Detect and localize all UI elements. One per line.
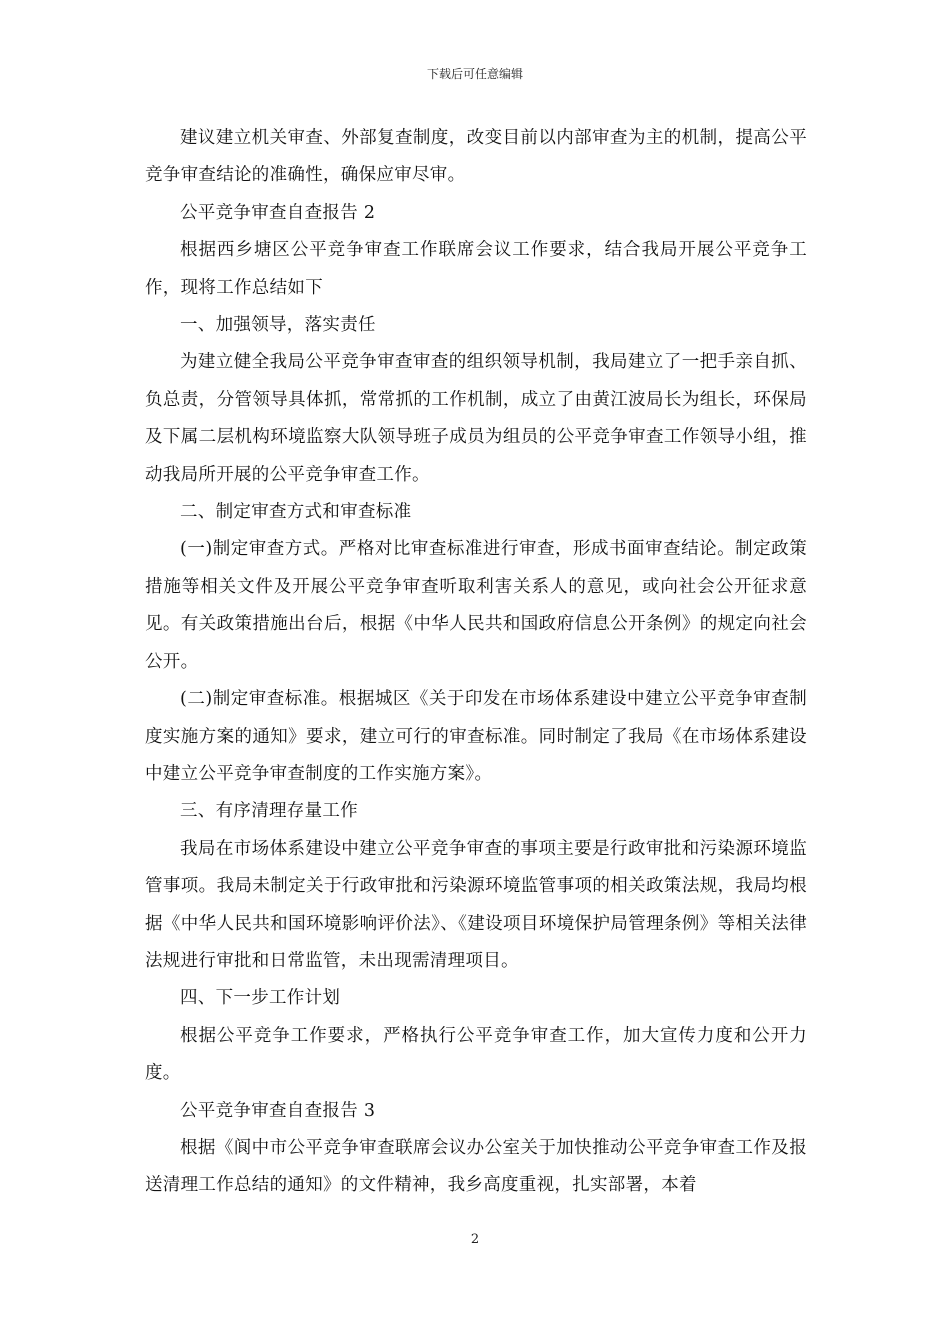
- page-number: 2: [470, 1232, 480, 1247]
- report-2-title: 公平竞争审查自查报告 2: [180, 202, 376, 223]
- paragraph-leadership: 为建立健全我局公平竞争审查审查的组织领导机制，我局建立了一把手亲自抓、负总责，分管领导具体抓，常常抓的工作机制，成立了由黄江波局长为组长，环保局及下属二层机构环境监察大队领导班子成员为组员的公平竞争审查工作领导小组，推动我局所开展的公平竞争审查工作。: [145, 352, 807, 485]
- paragraph-review-method: (一)制定审查方式。严格对比审查标准进行审查，形成书面审查结论。制定政策措施等相关文件及开展公平竞争审查听取利害关系人的意见，或向社会公开征求意见。有关政策措施出台后，根据《中华人民共和国政府信息公开条例》的规定向社会公开。: [145, 539, 807, 672]
- page-header: 下载后可任意编辑: [426, 67, 523, 81]
- section-heading-4: 四、下一步工作计划: [180, 988, 341, 1009]
- paragraph-report-2-intro: 根据西乡塘区公平竞争审查工作联席会议工作要求，结合我局开展公平竞争工作，现将工作总结如下: [145, 240, 807, 298]
- paragraph-report-3-intro: 根据《阆中市公平竞争审查联席会议办公室关于加快推动公平竞争审查工作及报送清理工作总结的通知》的文件精神，我乡高度重视，扎实部署，本着: [145, 1137, 807, 1196]
- section-heading-1: 一、加强领导，落实责任: [180, 315, 376, 336]
- section-heading-2: 二、制定审查方式和审查标准: [180, 502, 412, 523]
- paragraph-review-standard: (二)制定审查标准。根据城区《关于印发在市场体系建设中建立公平竞争审查制度实施方案的通知》要求，建立可行的审查标准。同时制定了我局《在市场体系建设中建立公平竞争审查制度的工作实施方案》。: [145, 689, 807, 784]
- paragraph-review-mechanism: 建议建立机关审查、外部复查制度，改变目前以内部审查为主的机制，提高公平竞争审查结论的准确性，确保应审尽审。: [145, 128, 807, 186]
- report-3-title: 公平竞争审查自查报告 3: [180, 1100, 376, 1121]
- paragraph-next-steps: 根据公平竞争工作要求，严格执行公平竞争审查工作，加大宣传力度和公开力度。: [145, 1025, 807, 1084]
- section-heading-3: 三、有序清理存量工作: [180, 801, 358, 822]
- document-body: [145, 120, 807, 1205]
- paragraph-stock-cleanup: 我局在市场体系建设中建立公平竞争审查的事项主要是行政审批和污染源环境监管事项。我局未制定关于行政审批和污染源环境监管事项的相关政策法规，我局均根据《中华人民共和国环境影响评价法》、《建设项目环境保护局管理条例》等相关法律法规进行审批和日常监管，未出现需清理项目。: [145, 838, 807, 971]
